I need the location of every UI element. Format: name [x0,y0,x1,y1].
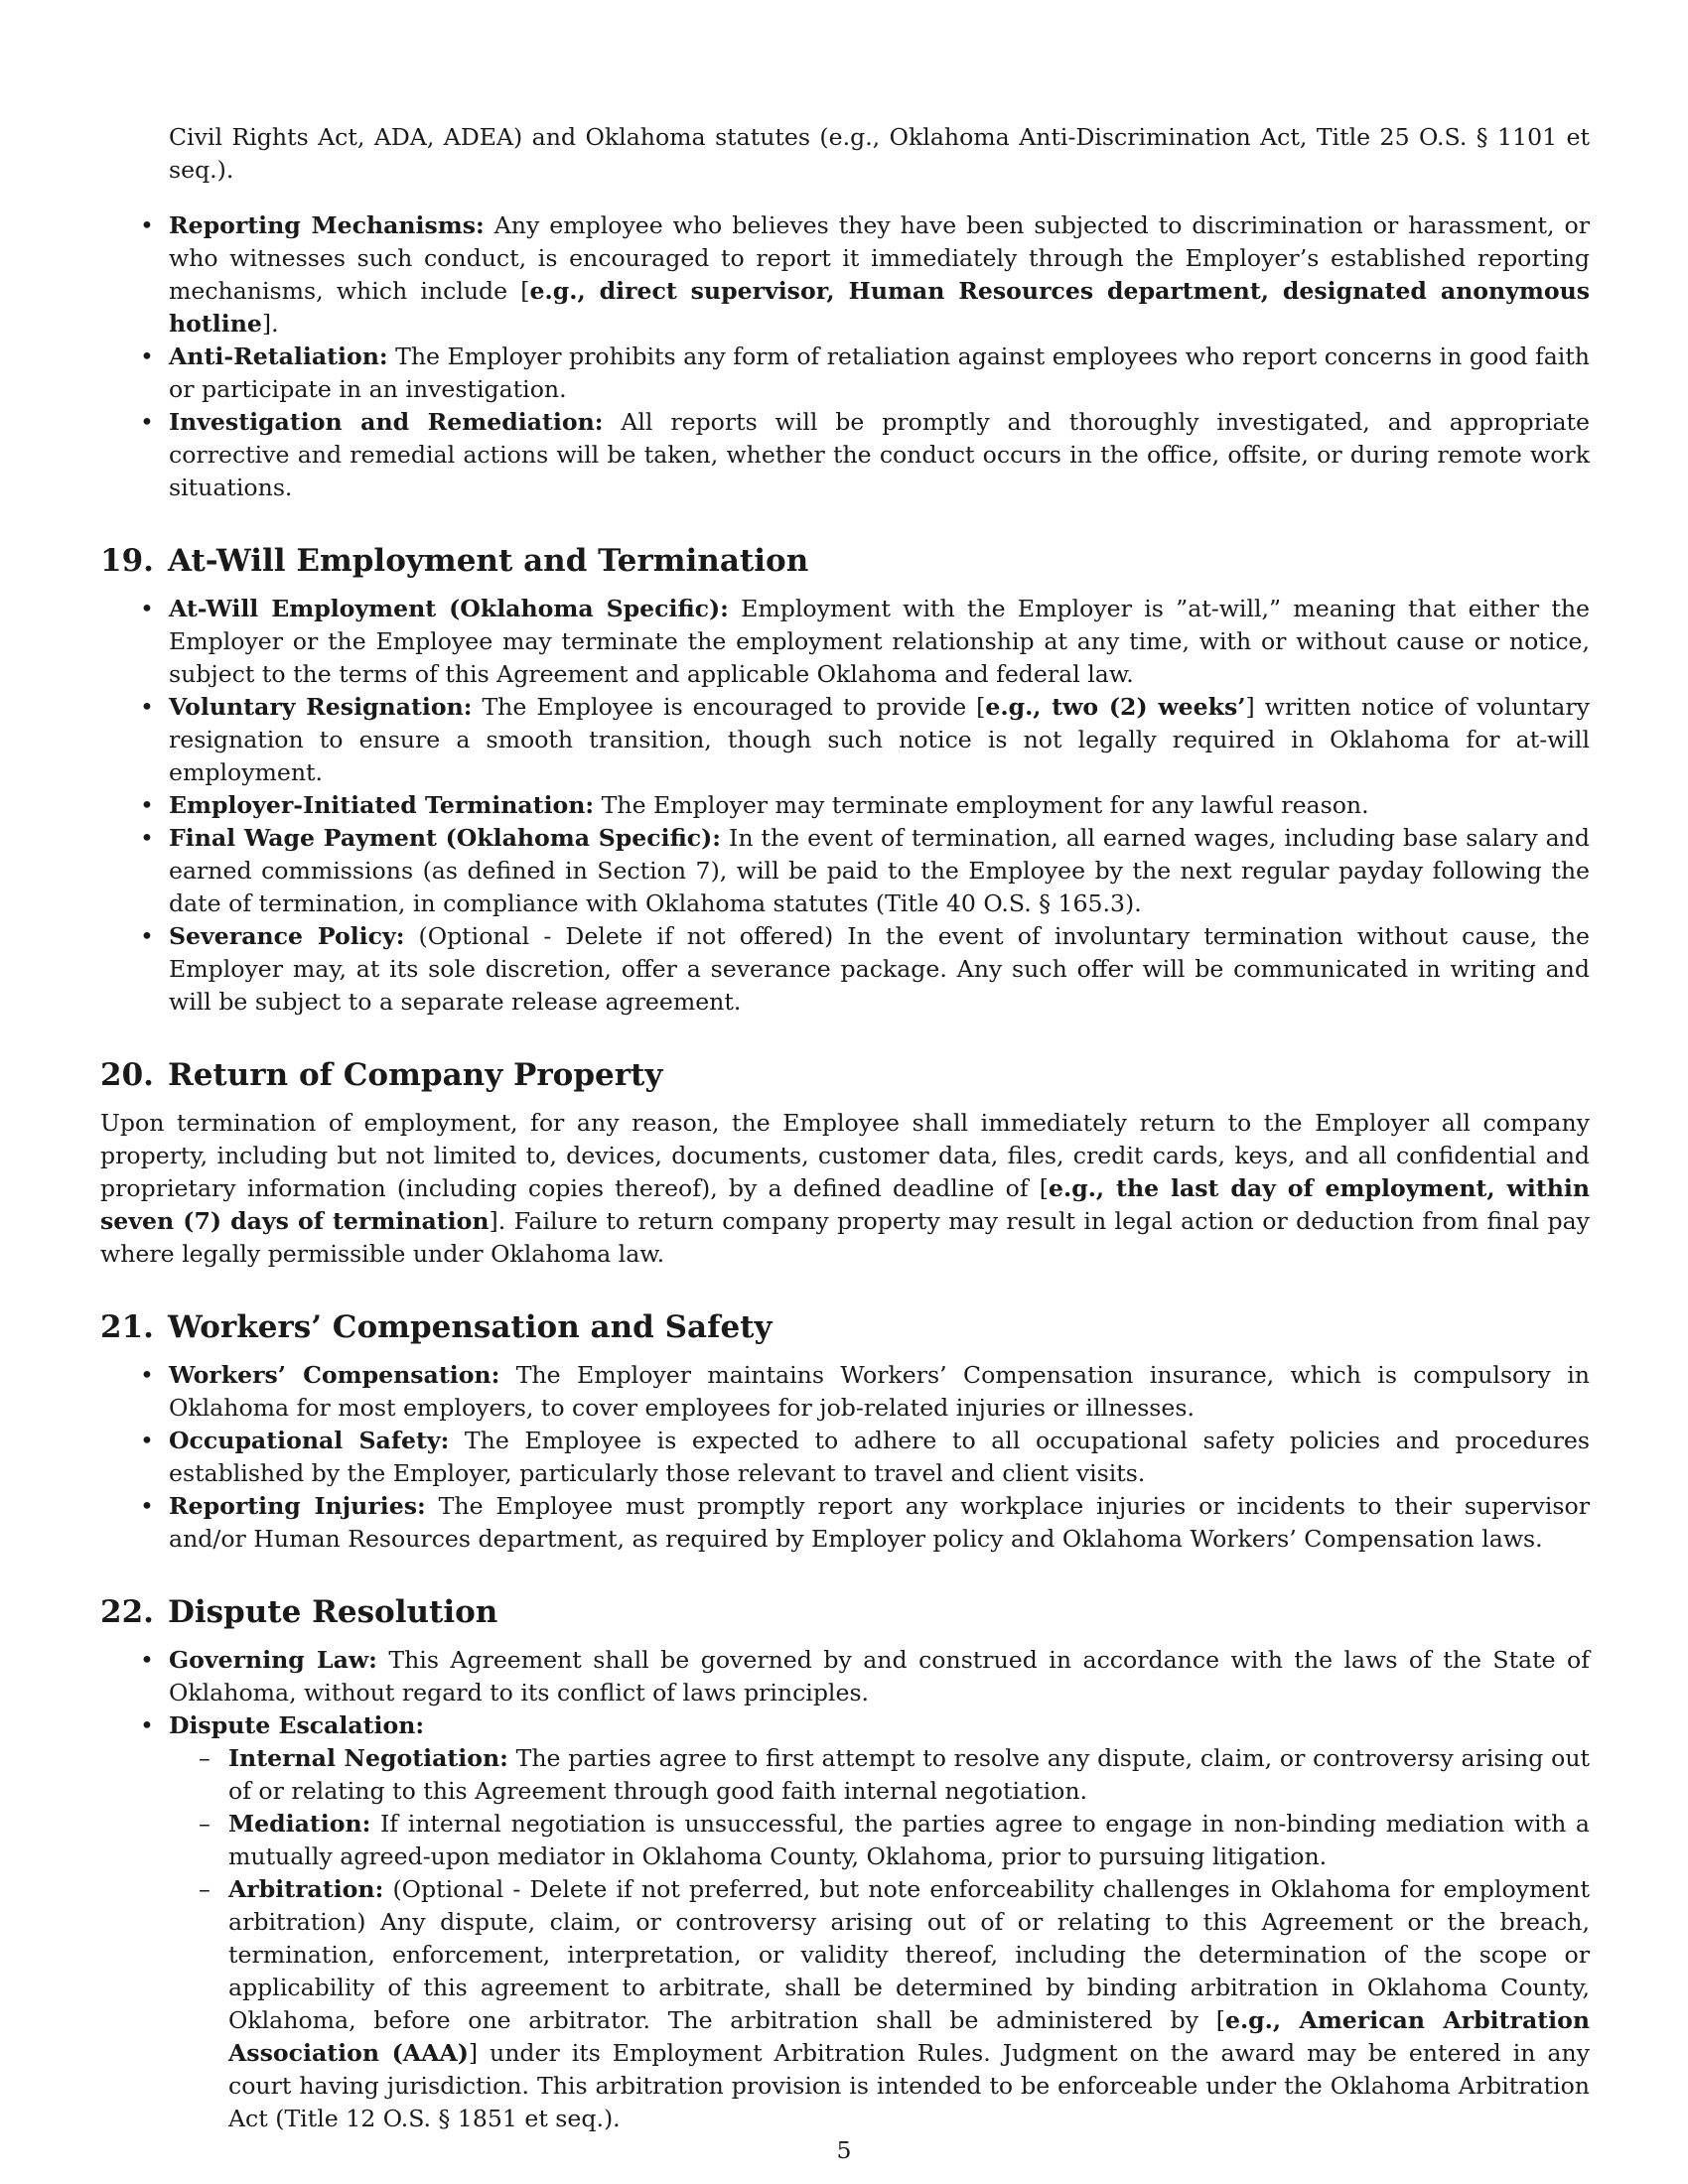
section-19-list [100,593,1590,1019]
body-text: Upon termination of employment, for any reason, the Employee shall immediately return to the Employer all company property, including but not limited to, devices, documents, customer data, files, credit cards, keys, and all confidential and proprietary information (including copies thereof), by a defined deadline of [ [100,1109,1590,1203]
bullet-icon: • [140,1361,154,1390]
item-text: The Employer prohibits any form of retaliation against employees who report concerns in good faith or participate in an investigation. [169,342,1590,404]
document-page [100,97,1590,2135]
list-item [100,1709,1590,2135]
list-item [100,822,1590,920]
section-number: 21. [100,1309,154,1346]
bullet-icon: • [140,408,154,437]
item-text: The Employer may terminate employment for any lawful reason. [594,791,1369,820]
item-label: Internal Negotiation: [228,1744,508,1773]
item-label: Investigation and Remediation: [169,408,604,437]
item-label: Anti-Retaliation: [169,342,388,371]
page-number: 5 [836,2136,852,2164]
section-21-list [100,1359,1590,1556]
section-title: At-Will Employment and Termination [167,543,809,580]
item-text: In the event of termination, all earned wages, including base salary and earned commissions (as defined in Section 7), will be paid to the Employee by the next regular payday following the date of termination, in compliance with Oklahoma statutes (Title 40 O.S. § 165.3). [169,824,1590,918]
item-text: Employment with the Employer is ”at-will,” meaning that either the Employer or the Employee may terminate the employment relationship at any time, with or without cause or notice, subject to the terms of this Agreement and applicable Oklahoma and federal law. [169,595,1591,689]
item-text: If internal negotiation is unsuccessful, the parties agree to engage in non-binding mediation with a mutually agreed-upon mediator in Oklahoma County, Oklahoma, prior to pursuing litigation. [228,1810,1590,1871]
list-item [100,920,1590,1019]
section-20-body [100,1107,1590,1271]
item-placeholder: e.g., American Arbitration Association (AAA) [228,2006,1590,2068]
sub-list-item [169,1808,1590,1873]
section-19-heading [100,541,1590,581]
section-20-heading [100,1055,1590,1095]
list-item [100,1490,1590,1556]
item-text: (Optional - Delete if not offered) In the event of involuntary termination without cause, the Employer may, at its sole discretion, offer a severance package. Any such offer will be communicated in writing and will be subject to a separate release agreement. [169,922,1590,1017]
item-label: Reporting Injuries: [169,1492,426,1521]
escalation-sublist [169,1742,1590,2135]
item-label: Workers’ Compensation: [169,1361,500,1390]
list-item [100,789,1590,822]
section-number: 19. [100,543,154,580]
bullet-icon: • [140,342,154,371]
dash-icon: – [199,1875,211,1904]
item-placeholder: e.g., direct supervisor, Human Resources department, designated anonymous hotline [169,277,1591,339]
item-tail: ] written notice of voluntary resignation to ensure a smooth transition, though such notice is not legally required in Oklahoma for at-will employment. [169,693,1590,787]
item-text: All reports will be promptly and thoroughly investigated, and appropriate corrective and remedial actions will be taken, whether the conduct occurs in the office, offsite, or during remote work situations. [169,408,1590,502]
item-label: At-Will Employment (Oklahoma Specific): [169,595,729,623]
bullet-icon: • [140,1427,154,1455]
item-text: The Employee must promptly report any workplace injuries or incidents to their supervisor and/or Human Resources department, as required by Employer policy and Oklahoma Workers’ Compensation laws. [169,1492,1590,1554]
section-21-heading [100,1307,1590,1347]
list-item [100,593,1590,691]
item-label: Occupational Safety: [169,1427,450,1455]
bullet-icon: • [140,824,154,853]
item-text: Any employee who believes they have been subjected to discrimination or harassment, or who witnesses such conduct, is encouraged to report it immediately through the Employer’s established reporting mechanisms, which include [ [169,211,1590,306]
continuation-text: Civil Rights Act, ADA, ADEA) and Oklahoma statutes (e.g., Oklahoma Anti-Discrimination Act, Title 25 O.S. § 1101 et seq.). [169,122,1590,184]
item-label: Arbitration: [228,1875,384,1904]
section-title: Dispute Resolution [167,1594,498,1631]
list-item [100,209,1590,341]
item-text: The Employer maintains Workers’ Compensation insurance, which is compulsory in Oklahoma for most employers, to cover employees for job-related injuries or illnesses. [169,1361,1590,1423]
item-placeholder: e.g., two (2) weeks’ [985,693,1246,722]
list-item [100,341,1590,406]
bullet-icon: • [140,211,154,240]
item-label: Governing Law: [169,1646,377,1675]
item-label: Mediation: [228,1810,371,1839]
list-item [100,406,1590,504]
item-text: The Employee is expected to adhere to all occupational safety policies and procedures established by the Employer, particularly those relevant to travel and client visits. [169,1427,1590,1488]
body-placeholder: e.g., the last day of employment, within seven (7) days of termination [100,1174,1590,1236]
section-number: 22. [100,1594,154,1631]
bullet-icon: • [140,693,154,722]
section-number: 20. [100,1057,154,1094]
bullet-icon: • [140,1646,154,1675]
item-label: Severance Policy: [169,922,405,951]
list-item [100,1644,1590,1709]
bullet-icon: • [140,1711,154,1740]
item-text: (Optional - Delete if not preferred, but note enforceability challenges in Oklahoma for employment arbitration) Any dispute, claim, or controversy arising out of or relating to this Agreement or the breach, termination, enforcement, interpretation, or validity thereof, including the determination of the scope or applicability of this agreement to arbitrate, shall be determined by binding arbitration in Oklahoma County, Oklahoma, before one arbitrator. The arbitration shall be administered by [ [228,1875,1590,2035]
item-tail: ]. [261,310,279,339]
list-item [100,1425,1590,1490]
sub-list-item [169,1742,1590,1808]
item-label: Employer-Initiated Termination: [169,791,595,820]
top-bullet-list [100,209,1590,504]
sub-list-item [169,1873,1590,2135]
list-item [100,1359,1590,1425]
bullet-icon: • [140,922,154,951]
item-label: Dispute Escalation: [169,1711,425,1740]
item-text: The parties agree to first attempt to resolve any dispute, claim, or controversy arising out of or relating to this Agreement through good faith internal negotiation. [228,1744,1590,1806]
item-label: Voluntary Resignation: [169,693,473,722]
item-text: This Agreement shall be governed by and construed in accordance with the laws of the State of Oklahoma, without regard to its conflict of laws principles. [169,1646,1590,1707]
section-title: Return of Company Property [167,1057,663,1094]
item-tail: ] under its Employment Arbitration Rules. Judgment on the award may be entered in any court having jurisdiction. This arbitration provision is intended to be enforceable under the Oklahoma Arbitration Act (Title 12 O.S. § 1851 et seq.). [228,2039,1590,2133]
bullet-icon: • [140,595,154,623]
item-label: Reporting Mechanisms: [169,211,485,240]
list-item [100,691,1590,789]
item-text: The Employee is encouraged to provide [ [472,693,986,722]
item-label: Final Wage Payment (Oklahoma Specific): [169,824,722,853]
body-tail: ]. Failure to return company property may result in legal action or deduction from final pay where legally permissible under Oklahoma law. [100,1207,1590,1269]
section-22-list [100,1644,1590,2135]
dash-icon: – [199,1744,211,1773]
section-22-heading [100,1592,1590,1632]
bullet-icon: • [140,791,154,820]
dash-icon: – [199,1810,211,1839]
section-title: Workers’ Compensation and Safety [167,1309,773,1346]
bullet-icon: • [140,1492,154,1521]
